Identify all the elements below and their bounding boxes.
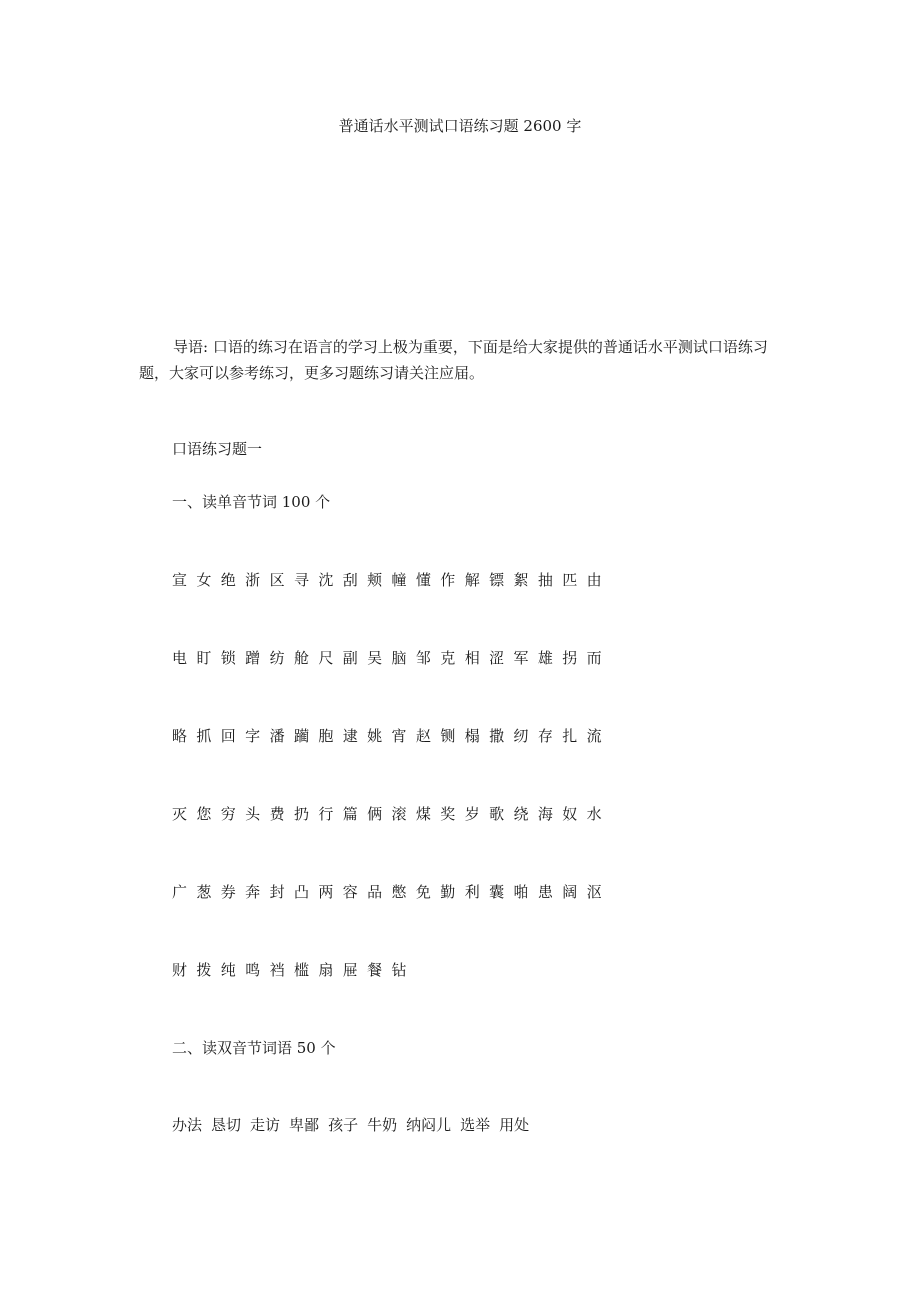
char-item: 而 (586, 649, 602, 667)
intro-paragraph: 导语: 口语的练习在语言的学习上极为重要，下面是给大家提供的普通话水平测试口语练习题，大家可以参考练习，更多习题练习请关注应届。 (139, 338, 768, 382)
word-item: 纳闷儿 (406, 1116, 452, 1134)
char-item: 吴 (367, 649, 383, 667)
char-item: 免 (415, 883, 431, 901)
char-item: 军 (513, 649, 529, 667)
char-item: 屉 (342, 961, 358, 979)
char-item: 歌 (489, 805, 505, 823)
char-item: 扎 (562, 727, 578, 745)
char-item: 相 (464, 649, 480, 667)
word-item: 选举 (460, 1116, 491, 1134)
char-item: 姚 (367, 727, 383, 745)
word-item: 孩子 (328, 1116, 359, 1134)
char-item: 啪 (513, 883, 529, 901)
char-item: 邹 (415, 649, 431, 667)
char-item: 奔 (245, 883, 261, 901)
char-item: 穷 (220, 805, 236, 823)
char-item: 奖 (440, 805, 456, 823)
char-item: 抓 (196, 727, 212, 745)
char-item: 流 (586, 727, 602, 745)
char-item: 俩 (367, 805, 383, 823)
char-item: 潘 (269, 727, 285, 745)
char-item: 葱 (196, 883, 212, 901)
char-item: 存 (537, 727, 553, 745)
char-item: 宵 (391, 727, 407, 745)
char-item: 榻 (464, 727, 480, 745)
char-item: 作 (440, 571, 456, 589)
char-item: 匹 (562, 571, 578, 589)
char-item: 电 (172, 649, 188, 667)
char-item: 字 (245, 727, 261, 745)
char-item: 颊 (367, 571, 383, 589)
char-item: 蹭 (245, 649, 261, 667)
char-item: 费 (269, 805, 285, 823)
part1-heading: 一、读单音节词 100 个 (172, 493, 331, 511)
char-item: 纺 (269, 649, 285, 667)
word-item: 办法 (172, 1116, 203, 1134)
char-item: 脑 (391, 649, 407, 667)
char-item: 沈 (318, 571, 334, 589)
char-item: 涩 (489, 649, 505, 667)
part2-heading: 二、读双音节词语 50 个 (172, 1039, 336, 1057)
char-item: 拐 (562, 649, 578, 667)
char-item: 封 (269, 883, 285, 901)
section-title: 口语练习题一 (172, 440, 263, 458)
char-item: 扔 (293, 805, 309, 823)
char-item: 两 (318, 883, 334, 901)
char-item: 浙 (245, 571, 261, 589)
double-syllable-list (172, 1115, 538, 1135)
char-row (172, 726, 611, 746)
char-item: 纫 (513, 727, 529, 745)
char-item: 篇 (342, 805, 358, 823)
char-item: 锁 (220, 649, 236, 667)
char-item: 扇 (318, 961, 334, 979)
char-row (172, 960, 416, 980)
char-item: 裆 (269, 961, 285, 979)
char-item: 财 (172, 961, 188, 979)
char-item: 拨 (196, 961, 212, 979)
char-item: 容 (342, 883, 358, 901)
char-item: 阔 (562, 883, 578, 901)
char-item: 略 (172, 727, 188, 745)
char-item: 雄 (537, 649, 553, 667)
char-row (172, 648, 611, 668)
char-item: 纯 (220, 961, 236, 979)
char-item: 钻 (391, 961, 407, 979)
char-item: 懂 (415, 571, 431, 589)
char-item: 回 (220, 727, 236, 745)
char-item: 行 (318, 805, 334, 823)
char-item: 绕 (513, 805, 529, 823)
char-item: 尺 (318, 649, 334, 667)
char-item: 海 (537, 805, 553, 823)
char-item: 胞 (318, 727, 334, 745)
char-item: 券 (220, 883, 236, 901)
char-item: 女 (196, 571, 212, 589)
char-item: 赵 (415, 727, 431, 745)
char-item: 头 (245, 805, 261, 823)
char-item: 岁 (464, 805, 480, 823)
char-row (172, 882, 611, 902)
word-item: 用处 (499, 1116, 530, 1134)
char-item: 绝 (220, 571, 236, 589)
char-item: 盯 (196, 649, 212, 667)
word-item: 走访 (250, 1116, 281, 1134)
word-item: 牛奶 (367, 1116, 398, 1134)
word-item: 恳切 (211, 1116, 242, 1134)
char-row (172, 804, 611, 824)
char-item: 品 (367, 883, 383, 901)
char-item: 宣 (172, 571, 188, 589)
char-item: 舱 (293, 649, 309, 667)
char-item: 由 (586, 571, 602, 589)
char-item: 槛 (293, 961, 309, 979)
document-title: 普通话水平测试口语练习题 2600 字 (338, 117, 582, 135)
char-item: 解 (464, 571, 480, 589)
char-item: 利 (464, 883, 480, 901)
char-item: 刮 (342, 571, 358, 589)
char-item: 撒 (489, 727, 505, 745)
char-item: 副 (342, 649, 358, 667)
char-item: 广 (172, 883, 188, 901)
char-item: 憋 (391, 883, 407, 901)
char-item: 勤 (440, 883, 456, 901)
char-item: 奴 (562, 805, 578, 823)
char-item: 逮 (342, 727, 358, 745)
char-item: 沤 (586, 883, 602, 901)
char-item: 囊 (489, 883, 505, 901)
char-item: 鸣 (245, 961, 261, 979)
char-item: 患 (537, 883, 553, 901)
char-item: 絮 (513, 571, 529, 589)
char-item: 滚 (391, 805, 407, 823)
char-item: 凸 (293, 883, 309, 901)
word-item: 卑鄙 (289, 1116, 320, 1134)
char-row (172, 570, 611, 590)
char-item: 铡 (440, 727, 456, 745)
char-item: 水 (586, 805, 602, 823)
char-item: 寻 (293, 571, 309, 589)
char-item: 区 (269, 571, 285, 589)
char-item: 煤 (415, 805, 431, 823)
char-item: 餐 (367, 961, 383, 979)
char-item: 镖 (489, 571, 505, 589)
char-item: 您 (196, 805, 212, 823)
char-item: 灭 (172, 805, 188, 823)
char-item: 抽 (537, 571, 553, 589)
char-item: 躏 (293, 727, 309, 745)
char-item: 克 (440, 649, 456, 667)
char-item: 幢 (391, 571, 407, 589)
